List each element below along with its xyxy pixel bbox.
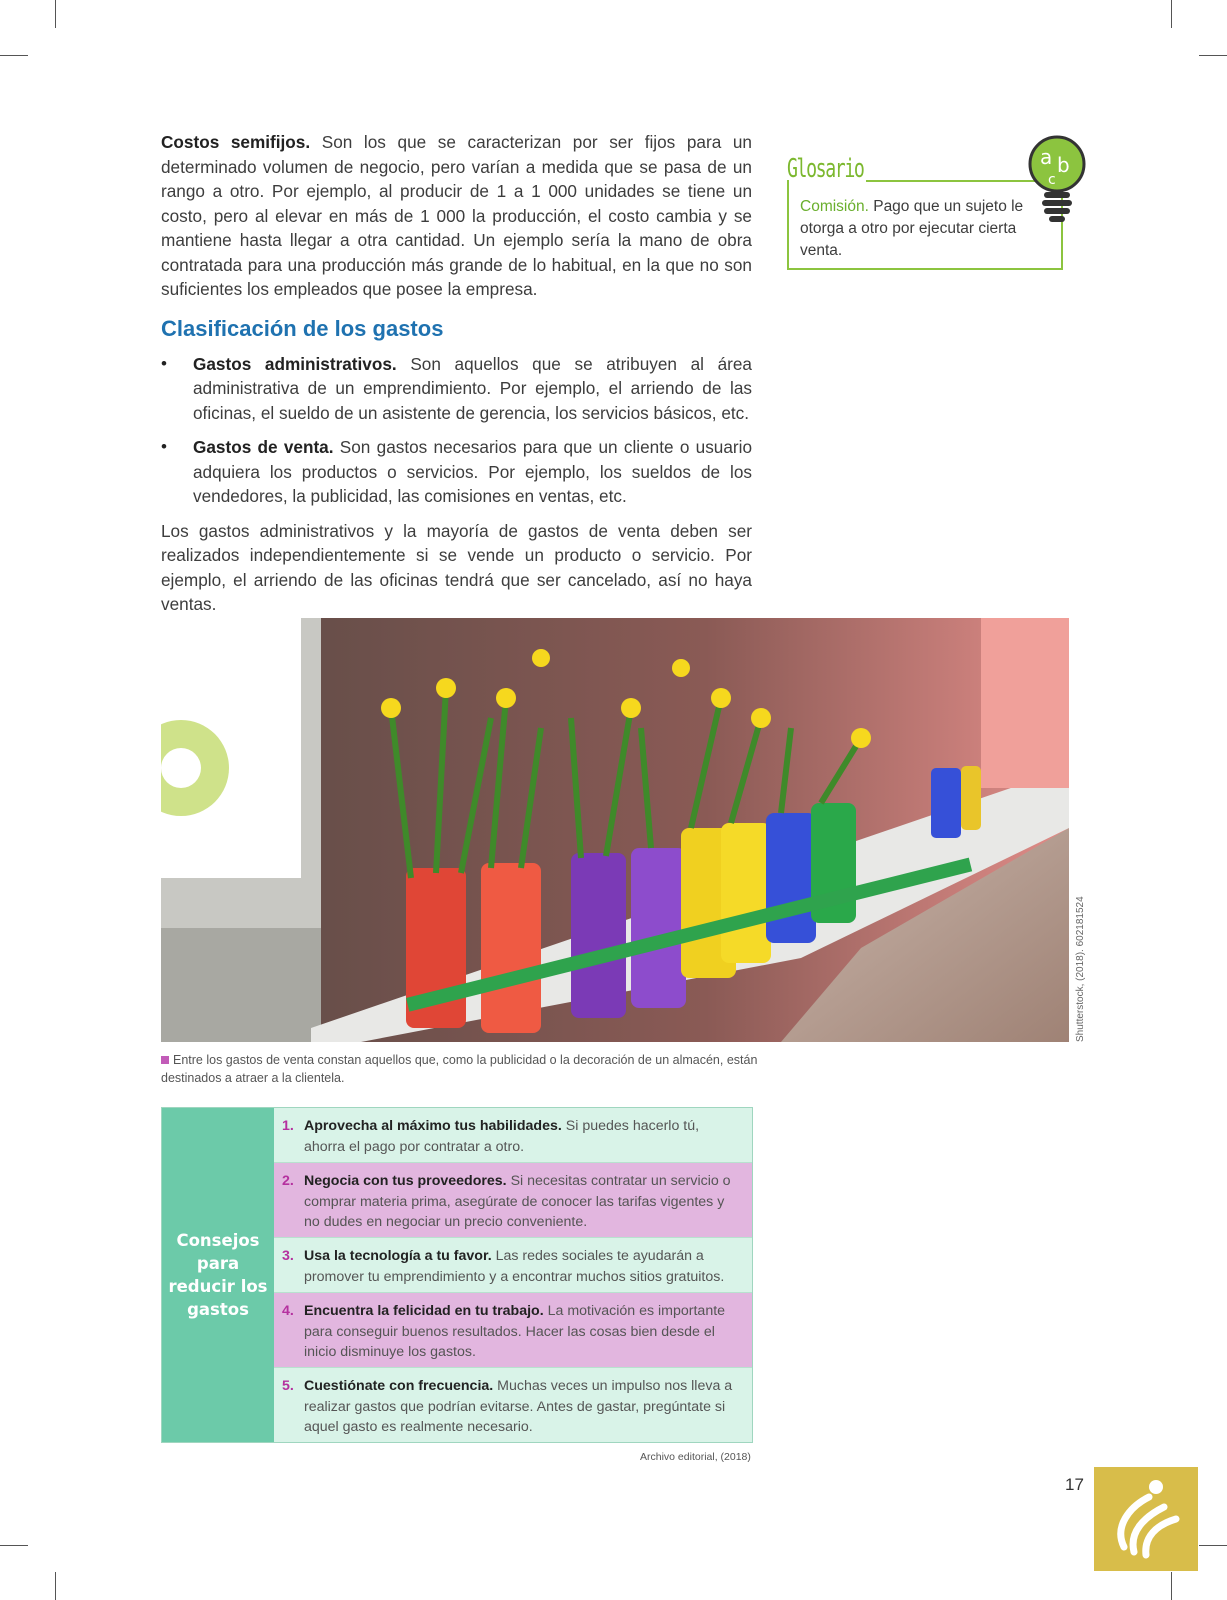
tip-number: 3. — [282, 1248, 294, 1264]
list-item — [161, 352, 752, 426]
boots-planters-photo — [161, 618, 1069, 1042]
glossary-definition — [800, 196, 1050, 262]
list-item — [161, 435, 752, 509]
tip-number: 5. — [282, 1378, 294, 1394]
lightbulb-icon — [1026, 134, 1088, 226]
tip-row — [274, 1238, 752, 1293]
tips-side-panel — [162, 1108, 274, 1442]
main-column — [161, 130, 752, 627]
bulb-letter: b — [1057, 153, 1070, 177]
tip-title: Encuentra la felicidad en tu trabajo. — [304, 1303, 544, 1319]
bullet-list — [161, 352, 752, 509]
photo-caption — [161, 1051, 761, 1087]
tip-text: Si necesitas contratar un servicio o comprar materia prima, asegúrate de conocer las tarifas vigentes y no dudes en negociar un precio conveniente. — [304, 1173, 731, 1230]
photo-illustration — [161, 618, 1069, 1042]
list-item-text: Son gastos necesarios para que un cliente o usuario adquiera los productos o servicios. Por ejemplo, los sueldos de los vendedores, la publicidad, las comisiones en ventas, etc. — [193, 437, 753, 506]
photo-credit: Shutterstock, (2018). 602181524 — [1075, 896, 1086, 1042]
term-costos-semifijos: Costos semifijos. — [161, 132, 311, 152]
tip-text: Si puedes hacerlo tú, ahorra el pago por contratar a otro. — [304, 1118, 700, 1155]
tip-title: Aprovecha al máximo tus habilidades. — [304, 1118, 562, 1134]
page-number: 17 — [1065, 1475, 1084, 1494]
tip-text: Muchas veces un impulso nos lleva a realizar gastos que podrían evitarse. Antes de gastar, pregúntate si aquel gasto es realmente necesario. — [304, 1378, 733, 1435]
glossary-term: Comisión. — [800, 198, 869, 215]
crop-mark — [55, 1572, 56, 1600]
photo-caption-text: Entre los gastos de venta constan aquellos que, como la publicidad o la decoración de un almacén, están destinados a atraer a la clientela. — [161, 1053, 758, 1085]
tip-row — [274, 1108, 752, 1163]
hand-icon — [1094, 1467, 1198, 1571]
crop-mark — [1171, 1572, 1172, 1600]
bulb-letter: a — [1040, 145, 1053, 169]
corner-tab — [1094, 1467, 1198, 1571]
tip-title: Negocia con tus proveedores. — [304, 1173, 507, 1189]
tips-title: Consejos para reducir los gastos — [168, 1231, 268, 1319]
tip-number: 1. — [282, 1118, 294, 1134]
tip-text: Las redes sociales te ayudarán a promover tu emprendimiento y a encontrar muchos sitios gratuitos. — [304, 1248, 725, 1285]
tip-number: 4. — [282, 1303, 294, 1319]
section-title: Clasificación de los gastos — [161, 315, 444, 341]
tip-number: 2. — [282, 1173, 294, 1189]
crop-mark — [0, 55, 28, 56]
tips-list — [274, 1108, 752, 1442]
crop-mark — [1171, 0, 1172, 28]
glossary-definition-text: Pago que un sujeto le otorga a otro por ejecutar cierta venta. — [800, 198, 1024, 259]
tips-table — [161, 1107, 753, 1443]
tip-text: La motivación es importante para conseguir buenos resultados. Hacer las cosas bien desde el inicio disminuye los gastos. — [304, 1303, 726, 1360]
list-item-term: Gastos de venta. — [193, 437, 334, 457]
tip-title: Usa la tecnología a tu favor. — [304, 1248, 492, 1264]
paragraph-gastos: Los gastos administrativos y la mayoría de gastos de venta deben ser realizados independientemente si se vende un producto o servicio. Por ejemplo, el arriendo de las oficinas tendrá que ser cancelado, así no haya ventas. — [161, 520, 752, 614]
paragraph-text: Son los que se caracterizan por ser fijos para un determinado volumen de negocio, pero varían a medida que se pasa de un rango a otro. Por ejemplo, al producir de 1 a 1 000 unidades se tiene un costo, pero al elevar en más de 1 000 la producción, el costo cambia y se mantiene hasta llegar a otra cantidad. Un ejemplo sería la mano de obra contratada para una producción más grande de lo habitual, en la que no son suficientes los empleados que posee la empresa. — [161, 132, 752, 299]
tip-row — [274, 1163, 752, 1238]
caption-square-icon — [161, 1056, 169, 1064]
bullet-icon: • — [161, 437, 167, 456]
crop-mark — [1199, 55, 1227, 56]
crop-mark — [0, 1545, 28, 1546]
tip-row — [274, 1368, 752, 1442]
bulb-letter: c — [1048, 172, 1056, 188]
list-item-text: Son aquellos que se atribuyen al área administrativa de un emprendimiento. Por ejemplo, el arriendo de las oficinas, el sueldo de un asistente de gerencia, los servicios básicos, etc. — [193, 353, 752, 423]
tip-title: Cuestiónate con frecuencia. — [304, 1378, 494, 1394]
tip-row — [274, 1293, 752, 1368]
bullet-icon: • — [161, 353, 167, 373]
crop-mark — [55, 0, 56, 28]
tips-credit: Archivo editorial, (2018) — [640, 1451, 751, 1463]
list-item-term: Gastos administrativos. — [193, 353, 397, 374]
crop-mark — [1199, 1545, 1227, 1546]
paragraph-costos-semifijos — [161, 130, 752, 302]
glossary-title: Glosario — [787, 154, 864, 184]
